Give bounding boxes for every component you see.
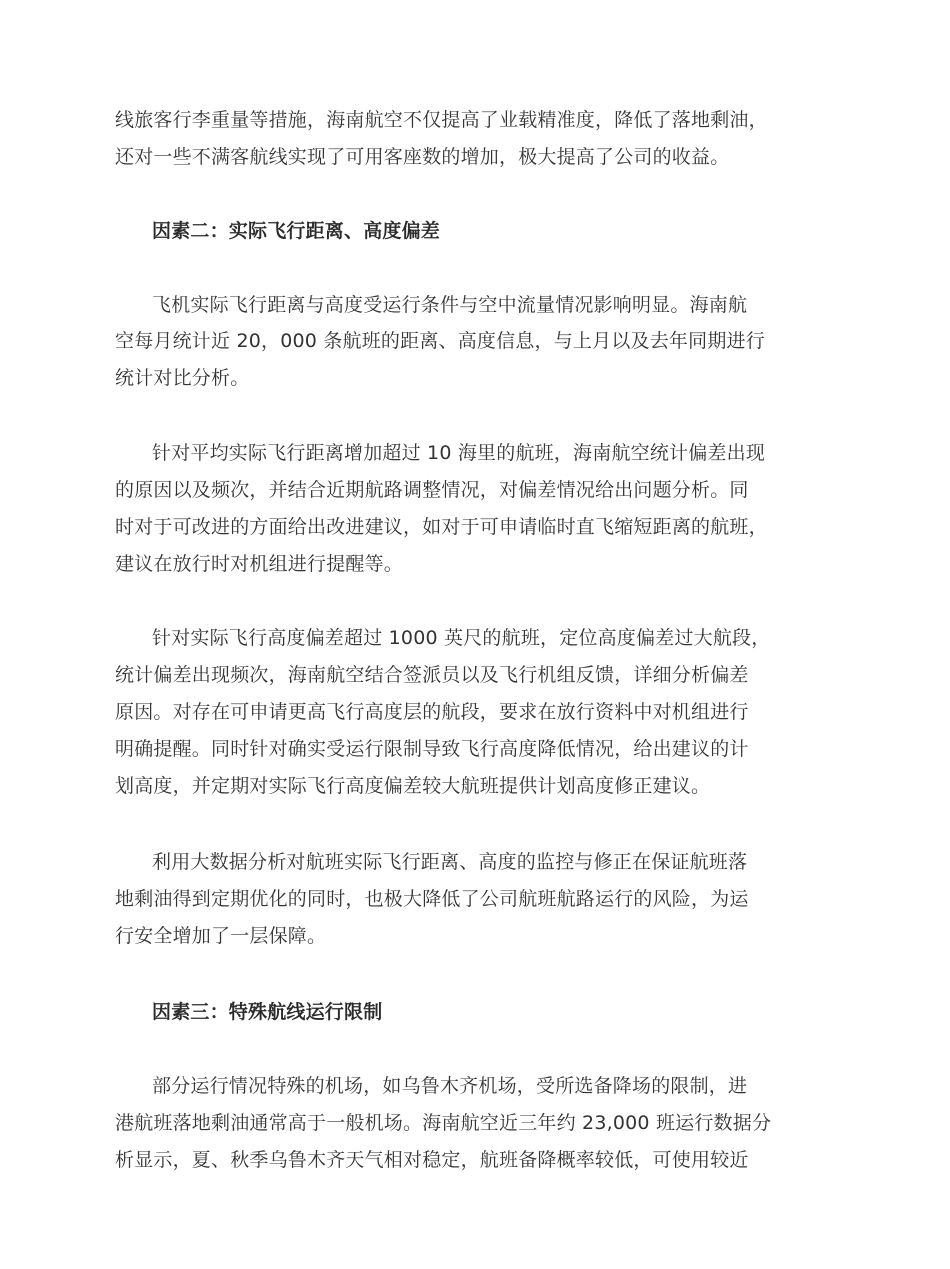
section-heading: 因素三：特殊航线运行限制 [152, 1001, 383, 1023]
paragraph-line: 统计对比分析。 [115, 367, 250, 389]
paragraph-line: 地剩油得到定期优化的同时，也极大降低了公司航班航路运行的风险，为运 [115, 888, 749, 910]
paragraph-line: 还对一些不满客航线实现了可用客座数的增加，极大提高了公司的收益。 [115, 146, 730, 168]
paragraph-line: 行安全增加了一层保障。 [115, 925, 327, 947]
paragraph-line: 针对平均实际飞行距离增加超过 10 海里的航班，海南航空统计偏差出现 [152, 442, 766, 464]
paragraph-line: 原因。对存在可申请更高飞行高度层的航段，要求在放行资料中对机组进行 [115, 701, 749, 723]
paragraph-line: 飞机实际飞行距离与高度受运行条件与空中流量情况影响明显。海南航 [152, 294, 748, 316]
paragraph-line: 的原因以及频次，并结合近期航路调整情况，对偏差情况给出问题分析。同 [115, 479, 749, 501]
paragraph-line: 建议在放行时对机组进行提醒等。 [115, 553, 404, 575]
paragraph-line: 空每月统计近 20，000 条航班的距离、高度信息，与上月以及去年同期进行 [115, 330, 765, 352]
paragraph-line: 析显示，夏、秋季乌鲁木齐天气相对稳定，航班备降概率较低，可使用较近 [115, 1149, 749, 1171]
paragraph-line: 划高度，并定期对实际飞行高度偏差较大航班提供计划高度修正建议。 [115, 775, 711, 797]
paragraph-line: 统计偏差出现频次，海南航空结合签派员以及飞行机组反馈，详细分析偏差 [115, 664, 749, 686]
paragraph-line: 明确提醒。同时针对确实受运行限制导致飞行高度降低情况，给出建议的计 [115, 738, 749, 760]
paragraph-line: 针对实际飞行高度偏差超过 1000 英尺的航班，定位高度偏差过大航段， [152, 627, 771, 649]
paragraph-line: 利用大数据分析对航班实际飞行距离、高度的监控与修正在保证航班落 [152, 851, 748, 873]
paragraph-line: 时对于可改进的方面给出改进建议，如对于可申请临时直飞缩短距离的航班， [115, 516, 768, 538]
section-heading: 因素二：实际飞行距离、高度偏差 [152, 220, 441, 242]
paragraph-line: 线旅客行李重量等措施，海南航空不仅提高了业载精准度，降低了落地剩油， [115, 109, 768, 131]
paragraph-line: 港航班落地剩油通常高于一般机场。海南航空近三年约 23,000 班运行数据分 [115, 1112, 772, 1134]
paragraph-line: 部分运行情况特殊的机场，如乌鲁木齐机场，受所选备降场的限制，进 [152, 1075, 748, 1097]
